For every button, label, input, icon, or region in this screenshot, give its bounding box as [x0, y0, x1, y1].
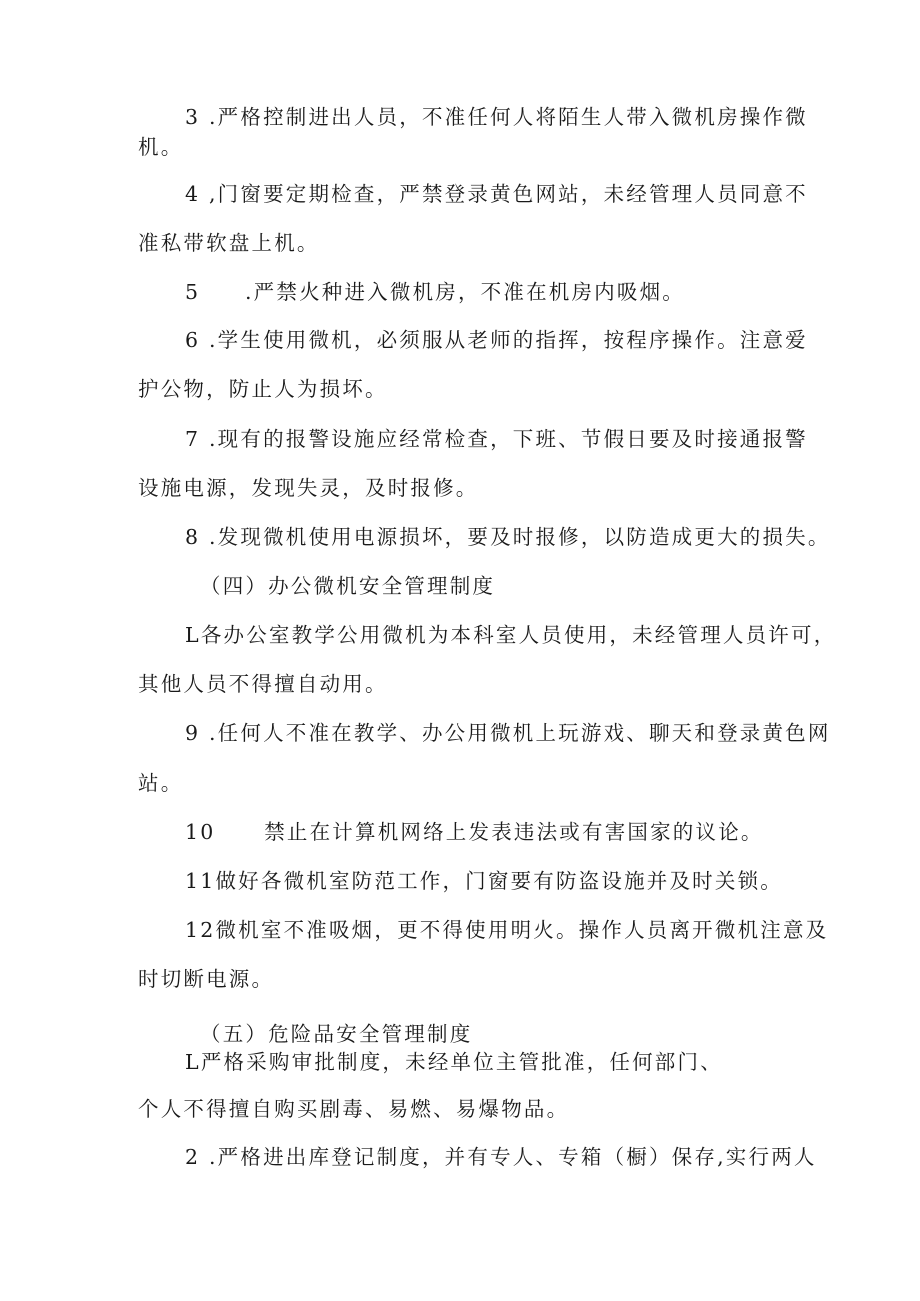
- text-line: 其他人员不得擅自动用。: [138, 672, 388, 696]
- text-line: 9 .任何人不准在教学、办公用微机上玩游戏、聊天和登录黄色网: [185, 721, 831, 745]
- text-line: 12微机室不准吸烟，更不得使用明火。操作人员离开微机注意及: [185, 918, 829, 942]
- text-line: 个人不得擅自购买剧毒、易燃、易爆物品。: [138, 1097, 570, 1121]
- text-line: 8 .发现微机使用电源损坏，要及时报修，以防造成更大的损失。: [185, 525, 831, 549]
- text-line: 5 .严禁火种进入微机房，不准在机房内吸烟。: [185, 280, 685, 304]
- text-line: 设施电源，发现失灵，及时报修。: [138, 476, 479, 500]
- text-line: 机。: [138, 135, 184, 159]
- text-line: 11做好各微机室防范工作，门窗要有防盗设施并及时关锁。: [185, 869, 783, 893]
- text-line: 6 .学生使用微机，必须服从老师的指挥，按程序操作。注意爱: [185, 328, 808, 352]
- text-line: 2 .严格进出库登记制度，并有专人、专箱（橱）保存,实行两人: [185, 1145, 817, 1169]
- text-line: L各办公室教学公用微机为本科室人员使用，未经管理人员许可，: [185, 623, 837, 647]
- section-heading: （四）办公微机安全管理制度: [200, 574, 496, 598]
- section-heading: （五）危险品安全管理制度: [200, 1022, 473, 1046]
- text-line: L严格采购审批制度，未经单位主管批准，任何部门、: [185, 1050, 723, 1074]
- text-line: 时切断电源。: [138, 967, 275, 991]
- text-line: 4 ,门窗要定期检查，严禁登录黄色网站，未经管理人员同意不: [185, 182, 808, 206]
- text-line: 准私带软盘上机。: [138, 231, 320, 255]
- text-line: 护公物，防止人为损坏。: [138, 377, 388, 401]
- text-line: 10 禁止在计算机网络上发表违法或有害国家的议论。: [185, 820, 764, 844]
- text-line: 站。: [138, 771, 184, 795]
- text-line: 3 .严格控制进出人员，不准任何人将陌生人带入微机房操作微: [185, 105, 808, 129]
- text-line: 7 .现有的报警设施应经常检查，下班、节假日要及时接通报警: [185, 427, 808, 451]
